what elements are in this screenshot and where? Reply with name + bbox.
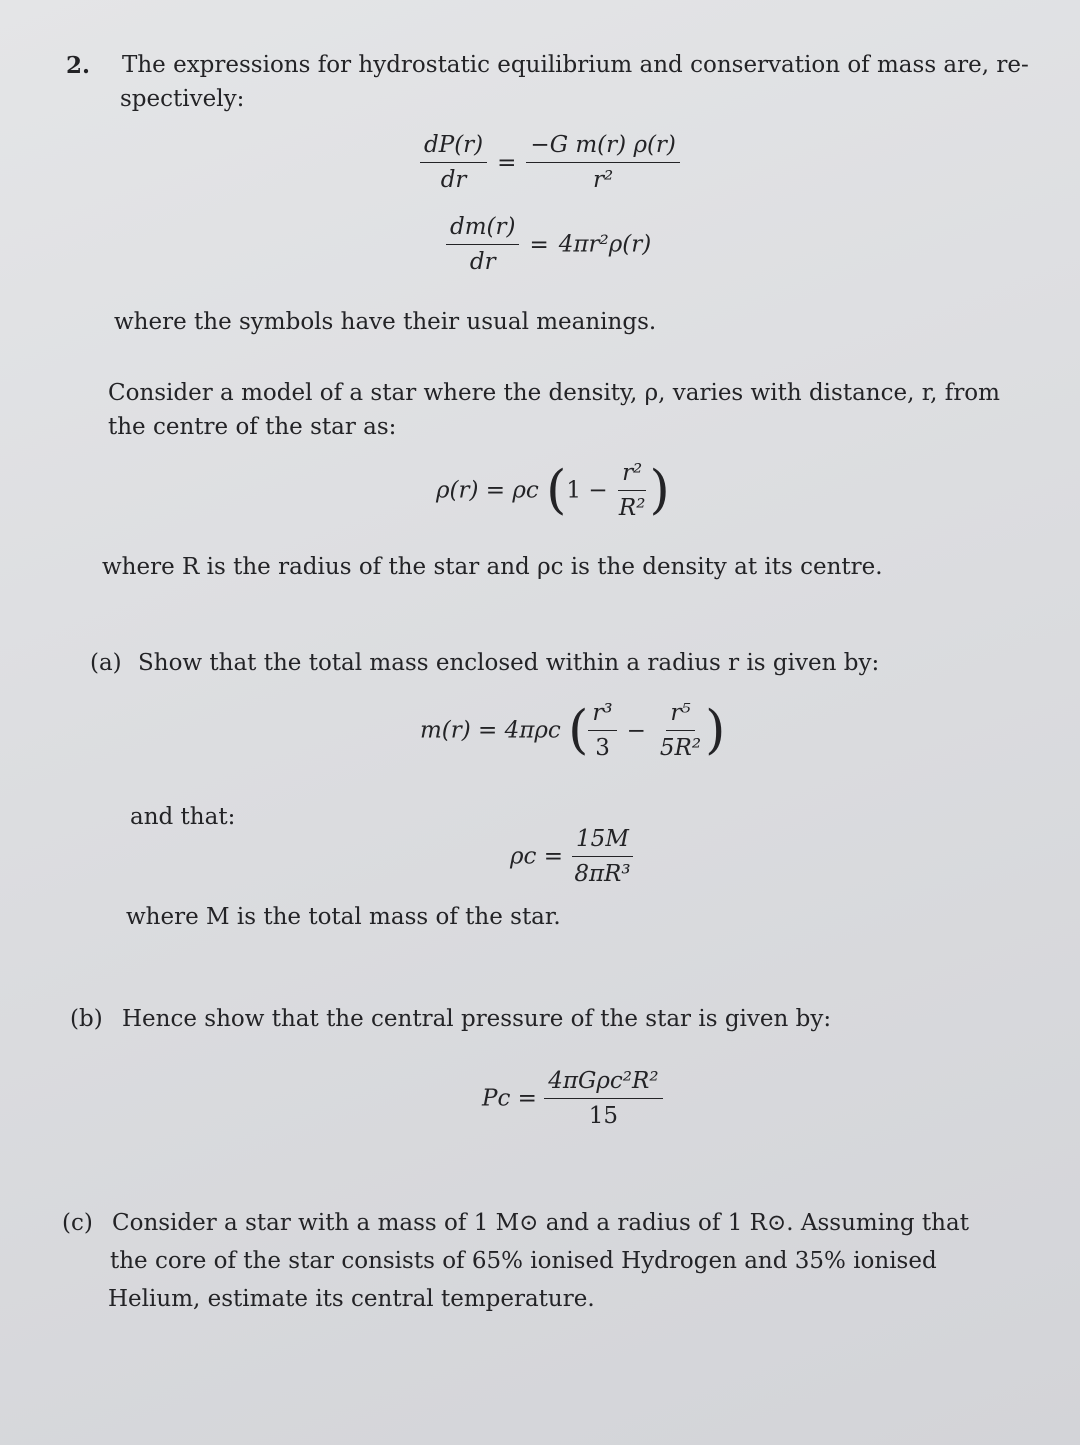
eq-mresult-num2: r⁵ xyxy=(670,700,691,726)
central-pressure-equation xyxy=(482,1068,663,1129)
eq-mresult-num1: r³ xyxy=(592,700,613,726)
eq-mass-lhs-den: dr xyxy=(469,249,496,275)
model-line-1: Consider a model of a star where the density, ρ, varies with distance, r, from xyxy=(108,380,1000,406)
eq-pc-lhs: Pc = xyxy=(482,1085,537,1112)
eq-hydro-lhs-num: dP(r) xyxy=(424,132,484,158)
where-M-text: where M is the total mass of the star. xyxy=(126,904,561,930)
eq-pc-num: 4πGρc²R² xyxy=(548,1068,659,1094)
eq-mresult-lhs: m(r) = 4πρc xyxy=(420,717,561,744)
question-number: 2. xyxy=(66,52,91,79)
part-a-text: Show that the total mass enclosed within a radius r is given by: xyxy=(138,650,880,676)
hydrostatic-equation: $\frac{dP(r)}{dr}$ = $\frac{\text{−G m(r) ρ(r)}}{\text{r²}}$ xyxy=(420,132,680,193)
usual-meanings-text: where the symbols have their usual meanings. xyxy=(114,309,657,335)
eq-hydro-lhs-den: dr xyxy=(440,167,467,193)
eq-mresult-den1: 3 xyxy=(595,735,610,761)
and-that-text: and that: xyxy=(130,804,236,830)
part-c-line-2: the core of the star consists of 65% ionised Hydrogen and 35% ionised xyxy=(110,1248,937,1274)
eq-mresult-den2: 5R² xyxy=(659,735,702,761)
eq-mresult-minus: − xyxy=(626,717,646,744)
eq-mass-lhs-num: dm(r) xyxy=(450,214,516,240)
eq-pc-den: 15 xyxy=(588,1103,619,1129)
eq-density-lhs: ρ(r) = ρc xyxy=(436,477,539,504)
part-c-line-1: Consider a star with a mass of 1 M⊙ and a radius of 1 R⊙. Assuming that xyxy=(112,1210,969,1236)
eq-hydro-rhs-num: −G m(r) ρ(r) xyxy=(530,132,676,158)
eq-hydro-rhs-den: r² xyxy=(593,167,614,193)
mass-result-equation: m(r) = 4πρc ( $\frac{\text{r³}}{3}$ − $\frac{\text{r⁵}}{\text{5R²}}$ ) xyxy=(420,700,726,761)
density-equation: ρ(r) = ρc (1 − $\frac{\text{r²}}{\text{R²}}$ ) xyxy=(436,460,670,521)
part-b-label: (b) xyxy=(70,1006,103,1032)
eq-density-den: R² xyxy=(618,495,646,521)
intro-line-1: The expressions for hydrostatic equilibrium and conservation of mass are, re- xyxy=(122,52,1029,78)
eq-rhoc-den: 8πR³ xyxy=(574,861,631,887)
part-b-text: Hence show that the central pressure of the star is given by: xyxy=(122,1006,832,1032)
central-density-equation xyxy=(510,826,635,887)
where-R-text: where R is the radius of the star and ρc is the density at its centre. xyxy=(102,554,883,580)
eq-mass-rhs: 4πr²ρ(r) xyxy=(558,231,652,258)
mass-conservation-equation: $\frac{dm(r)}{dr}$ = 4πr²ρ(r) xyxy=(446,214,651,275)
part-a-label: (a) xyxy=(90,650,122,676)
part-c-line-3: Helium, estimate its central temperature. xyxy=(108,1286,595,1312)
model-line-2: the centre of the star as: xyxy=(108,414,397,440)
eq-rhoc-lhs: ρc = xyxy=(510,843,563,870)
eq-rhoc-num: 15M xyxy=(576,826,629,852)
intro-line-2: spectively: xyxy=(120,86,245,112)
eq-density-one: 1 − xyxy=(566,477,608,504)
part-c-label: (c) xyxy=(62,1210,93,1236)
eq-density-num: r² xyxy=(622,460,643,486)
